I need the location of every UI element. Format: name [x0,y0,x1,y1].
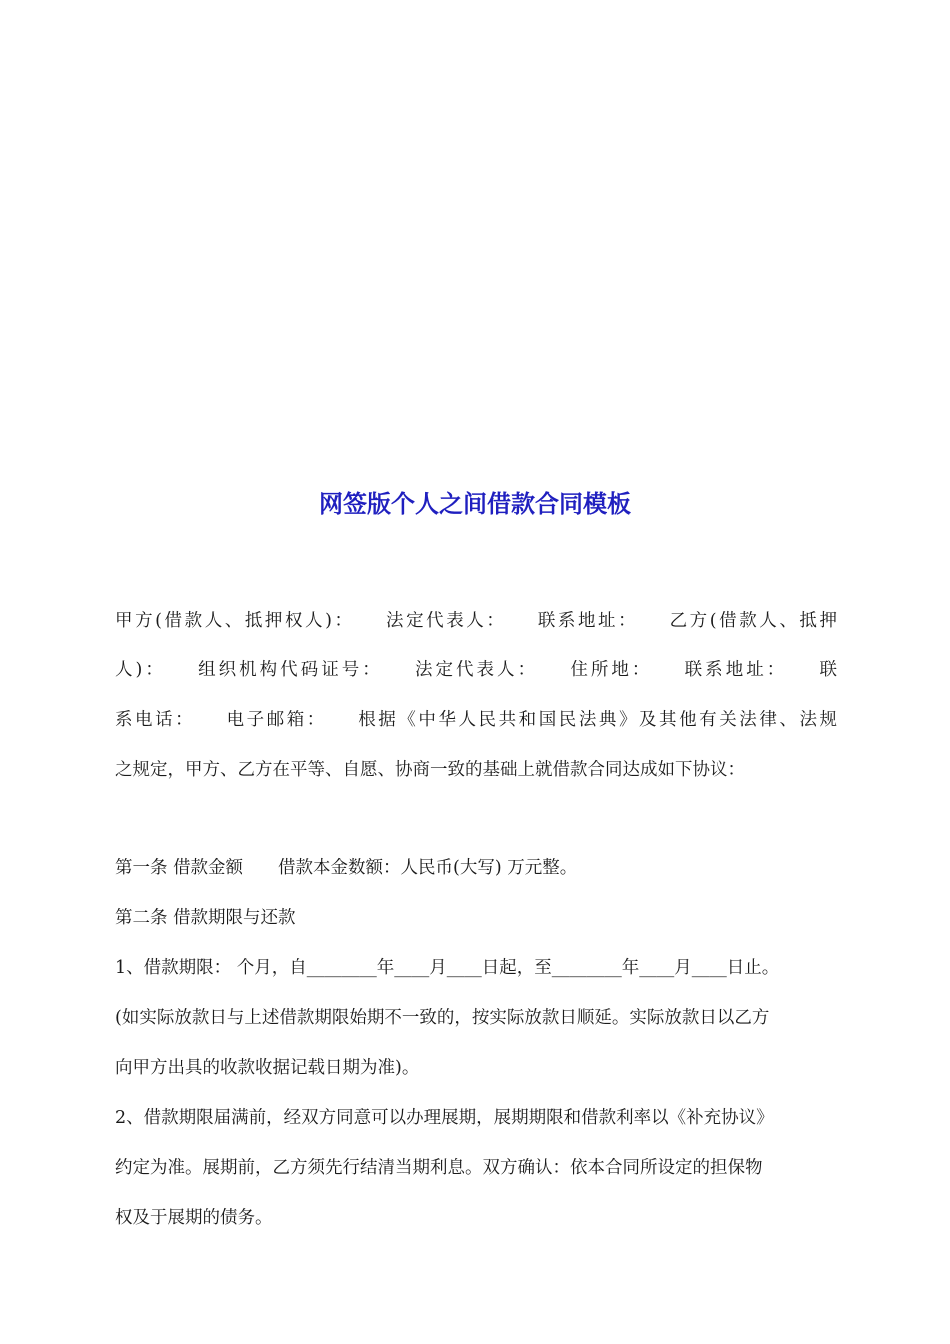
loan-term-note-line-2: 向甲方出具的收款收据记载日期为准)。 [115,1058,420,1078]
paragraph-line-2: 人)： 组织机构代码证号： 法定代表人： 住所地： 联系地址： 联 [115,660,837,680]
paragraph-line-1: 甲方(借款人、抵押权人)： 法定代表人： 联系地址： 乙方(借款人、抵押 [115,611,837,631]
article-1-heading: 第一条 借款金额 借款本金数额：人民币(大写) 万元整。 [115,858,578,878]
extension-line-2: 约定为准。展期前，乙方须先行结清当期利息。双方确认：依本合同所设定的担保物 [115,1158,763,1178]
extension-line-3: 权及于展期的债务。 [115,1208,273,1228]
loan-term-note-line-1: (如实际放款日与上述借款期限始期不一致的，按实际放款日顺延。实际放款日以乙方 [115,1008,770,1028]
paragraph-line-4: 之规定，甲方、乙方在平等、自愿、协商一致的基础上就借款合同达成如下协议： [115,760,745,780]
paragraph-line-3: 系电话： 电子邮箱： 根据《中华人民共和国民法典》及其他有关法律、法规 [115,710,837,730]
extension-line-1: 2、借款期限届满前，经双方同意可以办理展期，展期期限和借款利率以《补充协议》 [115,1108,774,1128]
document-title: 网签版个人之间借款合同模板 [319,490,631,518]
loan-term-line: 1、借款期限： 个月，自________年____月____日起，至________年____月____日止。 [115,958,780,978]
article-2-heading: 第二条 借款期限与还款 [115,908,296,928]
